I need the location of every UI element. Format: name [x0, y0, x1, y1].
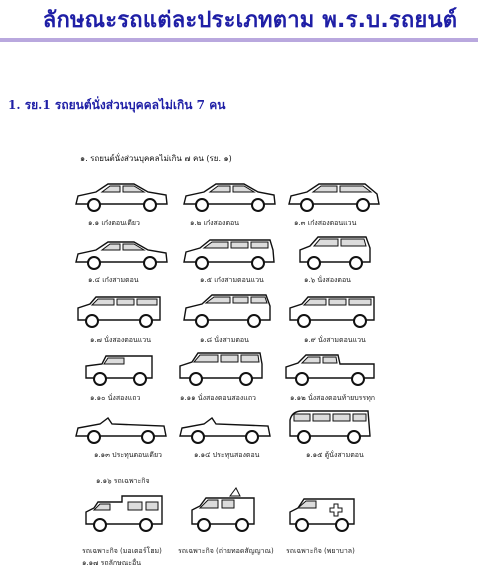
convertible-illustration	[176, 412, 272, 444]
caption-1-9: ๑.๙ นั่งสามตอนแวน	[304, 336, 366, 344]
caption-ambulance: รถเฉพาะกิจ (พยาบาล)	[286, 547, 355, 555]
van-illustration	[286, 294, 378, 330]
caption-broadcast: รถเฉพาะกิจ (ถ่ายทอดสัญญาณ)	[178, 547, 274, 555]
minibus-illustration	[286, 408, 374, 446]
broadcast-van-illustration	[188, 486, 258, 534]
caption-1-10: ๑.๑๐ นั่งสองแถว	[90, 394, 141, 402]
caption-1-7: ๑.๗ นั่งสองตอนแวน	[90, 336, 152, 344]
sedan-illustration	[72, 178, 170, 214]
caption-1-1: ๑.๑ เก๋งตอนเดียว	[88, 219, 140, 227]
van-illustration	[74, 294, 164, 330]
page-title: ลักษณะรถแต่ละประเภทตาม พ.ร.บ.รถยนต์	[42, 8, 458, 33]
section-heading: 1. รย.1 รถยนต์นั่งส่วนบุคคลไม่เกิน 7 คน	[8, 98, 226, 112]
caption-1-2: ๑.๒ เก๋งสองตอน	[190, 219, 239, 227]
sedan-illustration	[72, 236, 170, 272]
convertible-illustration	[72, 412, 168, 444]
caption-1-13: ๑.๑๓ ประทุนตอนเดียว	[94, 451, 162, 459]
minivan-illustration	[180, 292, 272, 330]
caption-1-5: ๑.๕ เก๋งสามตอนแวน	[200, 276, 264, 284]
motorhome-illustration	[82, 494, 166, 534]
hatchback-illustration	[285, 178, 383, 214]
sedan-illustration	[180, 178, 278, 214]
suv-illustration	[176, 350, 266, 388]
caption-1-8: ๑.๘ นั่งสามตอน	[200, 336, 249, 344]
caption-1-11: ๑.๑๑ นั่งสองตอนสองแถว	[180, 394, 256, 402]
ambulance-illustration	[286, 496, 358, 534]
caption-1-12: ๑.๑๒ นั่งสองตอนท้ายบรรทุก	[290, 394, 376, 402]
caption-motorhome: รถเฉพาะกิจ (มอเตอร์โฮม)	[82, 547, 162, 555]
caption-1-14: ๑.๑๔ ประทุนสองตอน	[194, 451, 260, 459]
caption-1-6: ๑.๖ นั่งสองตอน	[304, 276, 351, 284]
caption-1-15: ๑.๑๕ ตู้นั่งสามตอน	[306, 451, 364, 459]
caption-1-3: ๑.๓ เก๋งสองตอนแวน	[294, 219, 357, 227]
pickup-illustration	[282, 352, 378, 388]
caption-1-4: ๑.๔ เก๋งสามตอน	[88, 276, 139, 284]
wagon-illustration	[180, 236, 278, 272]
figure-heading: ๑. รถยนต์นั่งส่วนบุคคลไม่เกิน ๗ คน (รย. ๑)	[80, 154, 232, 163]
suv-illustration	[296, 234, 374, 272]
caption-1-16: ๑.๑๖ รถเฉพาะกิจ	[96, 477, 150, 485]
jeep-illustration	[82, 352, 160, 388]
caption-1-17: ๑.๑๗ รถลักษณะอื่น	[82, 559, 141, 567]
